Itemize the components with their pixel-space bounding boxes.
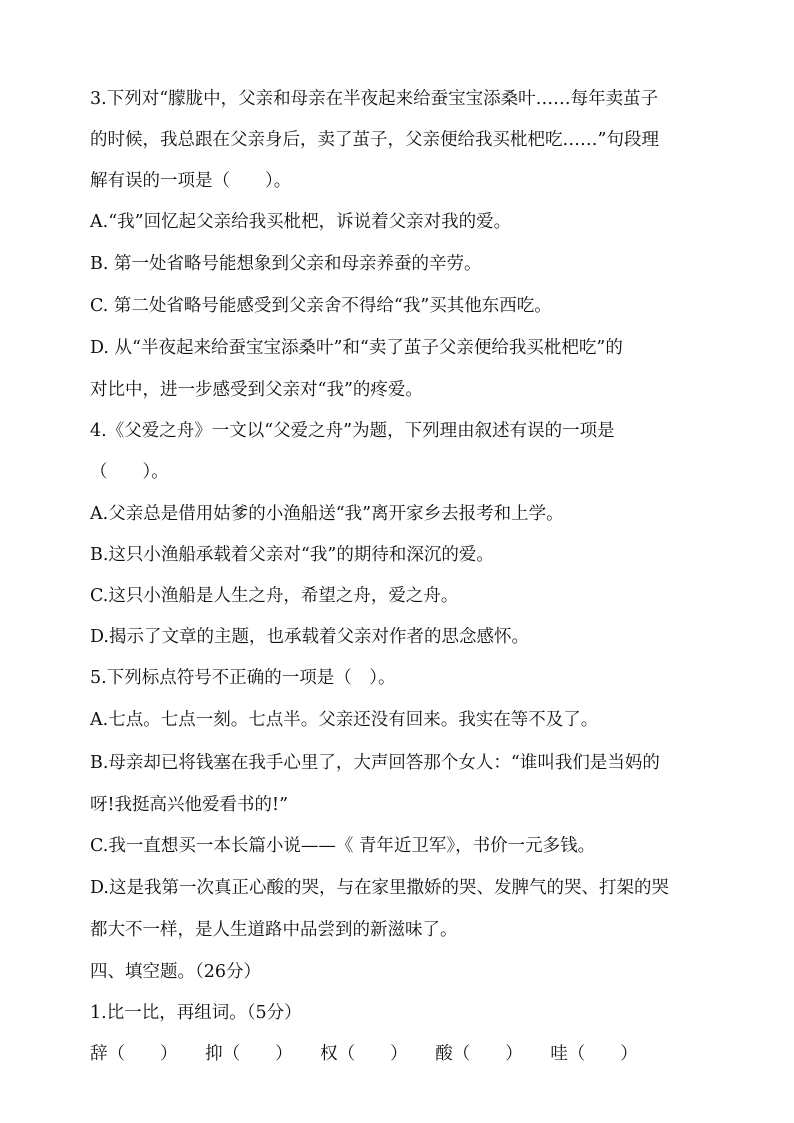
question-4-line-2: （ ）。	[90, 462, 169, 482]
question-4-option-a: A.父亲总是借用姑爹的小渔船送“我”离开家乡去报考和上学。	[90, 504, 564, 524]
question-5-option-d-line-2: 都大不一样，是人生道路中品尝到的新滋味了。	[90, 920, 458, 940]
word-item: 抑（ ）	[205, 1044, 293, 1064]
question-5-option-c: C.我一直想买一本长篇小说——《 青年近卫军》，书价一元多钱。	[90, 836, 596, 856]
question-4-option-c: C.这只小渔船是人生之舟，希望之舟，爱之舟。	[90, 586, 459, 606]
word-item: 哇（ ）	[550, 1044, 638, 1064]
question-5-option-d-line-1: D.这是我第一次真正心酸的哭，与在家里撒娇的哭、发脾气的哭、打架的哭	[90, 878, 669, 898]
question-5-option-a: A.七点。七点一刻。七点半。父亲还没有回来。我实在等不及了。	[90, 710, 599, 730]
word-item: 酸（ ）	[435, 1044, 523, 1064]
word-item: 权（ ）	[320, 1044, 408, 1064]
question-4-option-d: D.揭示了文章的主题，也承载着父亲对作者的思念感怀。	[90, 627, 529, 647]
question-5-option-b-line-2: 呀!我挺高兴他爱看书的!”	[90, 795, 289, 815]
word-item: 辞（ ）	[90, 1044, 178, 1064]
question-3-option-d-line-2: 对比中，进一步感受到父亲对“我”的疼爱。	[90, 380, 423, 400]
section-4-heading: 四、填空题。（26分）	[90, 962, 262, 982]
question-3-option-d-line-1: D. 从“半夜起来给蚕宝宝添桑叶”和“卖了茧子父亲便给我买枇杷吃”的	[90, 338, 623, 358]
fill-question-1-title: 1.比一比，再组词。（5分）	[90, 1003, 302, 1023]
word-formation-row	[90, 1042, 715, 1066]
question-3-line-2: 的时候，我总跟在父亲身后，卖了茧子，父亲便给我买枇杷吃……”句段理	[90, 130, 659, 150]
question-3-line-3: 解有误的一项是（ ）。	[90, 171, 292, 191]
question-3-option-a: A.“我”回忆起父亲给我买枇杷，诉说着父亲对我的爱。	[90, 212, 512, 232]
question-3-option-c: C. 第二处省略号能感受到父亲舍不得给“我”买其他东西吃。	[90, 296, 552, 316]
question-5-option-b-line-1: B.母亲却已将钱塞在我手心里了，大声回答那个女人：“谁叫我们是当妈的	[90, 753, 660, 773]
question-5-line-1: 5.下列标点符号不正确的一项是（ ）。	[90, 668, 396, 688]
question-3-option-b: B. 第一处省略号能想象到父亲和母亲养蚕的辛劳。	[90, 254, 482, 274]
question-4-line-1: 4.《父爱之舟》一文以“父爱之舟”为题，下列理由叙述有误的一项是	[90, 421, 615, 441]
question-4-option-b: B.这只小渔船承载着父亲对“我”的期待和深沉的爱。	[90, 545, 494, 565]
question-3-line-1: 3.下列对“朦胧中，父亲和母亲在半夜起来给蚕宝宝添桑叶……每年卖茧子	[90, 89, 659, 109]
